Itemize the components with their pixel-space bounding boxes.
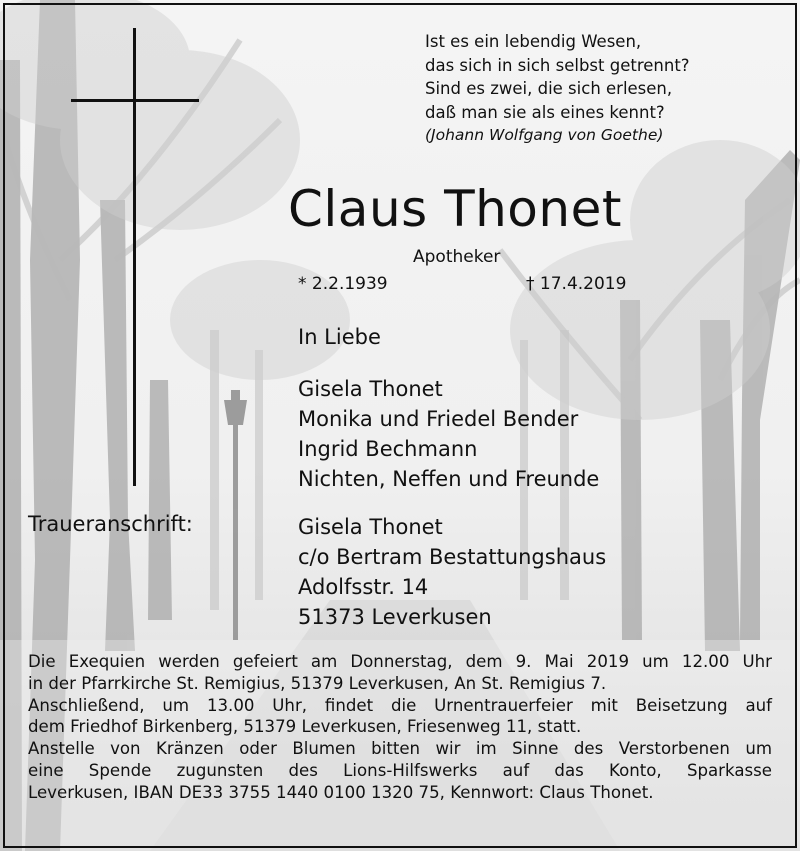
- cross-vertical-bar: [133, 28, 136, 486]
- death-date: † 17.4.2019: [526, 274, 627, 294]
- mourner-entry: Ingrid Bechmann: [298, 437, 478, 461]
- quote-author: (Johann Wolfgang von Goethe): [425, 126, 664, 144]
- farewell-phrase: In Liebe: [298, 325, 381, 349]
- address-label: Traueranschrift:: [28, 512, 193, 536]
- notice-line: dem Friedhof Birkenberg, 51379 Leverkusen, Friesenweg 11, statt.: [28, 717, 582, 737]
- quote-line: Ist es ein lebendig Wesen,: [425, 32, 642, 51]
- birth-date: * 2.2.1939: [298, 274, 388, 294]
- notice-line: Leverkusen, IBAN DE33 3755 1440 0100 1320 75, Kennwort: Claus Thonet.: [28, 782, 654, 802]
- notice-line: in der Pfarrkirche St. Remigius, 51379 Leverkusen, An St. Remigius 7.: [28, 673, 607, 693]
- address-line: c/o Bertram Bestattungshaus: [298, 545, 607, 569]
- mourner-entry: Monika und Friedel Bender: [298, 407, 579, 431]
- quote-line: daß man sie als eines kennt?: [425, 102, 665, 122]
- deceased-name: Claus Thonet: [288, 180, 622, 238]
- notice-line: Die Exequien werden gefeiert am Donnerstag, dem 9. Mai 2019 um 12.00 Uhr: [28, 652, 772, 671]
- address-line: Gisela Thonet: [298, 515, 443, 539]
- cross-horizontal-bar: [71, 99, 199, 102]
- funeral-notice: [28, 651, 772, 804]
- notice-line: eine Spende zugunsten des Lions-Hilfswerks auf das Konto, Sparkasse: [28, 760, 772, 780]
- deceased-profession: Apotheker: [413, 247, 501, 267]
- address-line: Adolfsstr. 14: [298, 575, 429, 599]
- quote-line: Sind es zwei, die sich erlesen,: [425, 79, 673, 98]
- quote-line: das sich in sich selbst getrennt?: [425, 55, 690, 75]
- mourner-entry: Gisela Thonet: [298, 377, 443, 401]
- mourner-entry: Nichten, Neffen und Freunde: [298, 467, 600, 491]
- mourning-address: [298, 512, 606, 632]
- mourners-list: [298, 374, 599, 494]
- notice-line: Anstelle von Kränzen oder Blumen bitten wir im Sinne des Verstorbenen um: [28, 739, 772, 759]
- goethe-quote: [425, 30, 755, 148]
- address-line: 51373 Leverkusen: [298, 605, 492, 629]
- notice-line: Anschließend, um 13.00 Uhr, findet die Urnentrauerfeier mit Beisetzung auf: [28, 695, 772, 715]
